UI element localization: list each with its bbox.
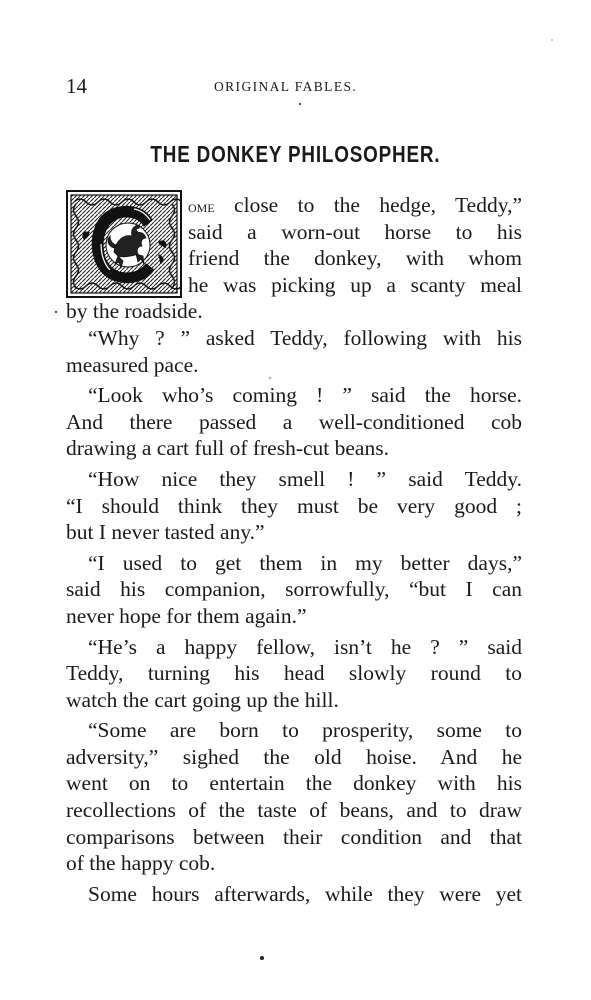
- running-title: ORIGINAL FABLES.: [214, 79, 358, 94]
- text-line: [66, 192, 522, 219]
- text-line: recollections of the taste of beans, and to draw: [66, 798, 522, 823]
- text-line: “How nice they smell ! ” said Teddy.: [88, 466, 522, 491]
- text-line: Some hours afterwards, while they were yet: [88, 881, 522, 906]
- text-line: but I never tasted any.”: [66, 520, 265, 545]
- page-number: 14: [66, 74, 87, 98]
- text-line: went on to entertain the donkey with his: [66, 771, 522, 796]
- drop-cap-continuation: ome: [188, 197, 215, 216]
- text-line: never hope for them again.”: [66, 603, 307, 628]
- text-line: measured pace.: [66, 352, 199, 377]
- text-line: “He’s a happy fellow, isn’t he ? ” said: [88, 634, 522, 659]
- text-line: he was picking up a scanty meal: [188, 272, 522, 297]
- speck: [551, 39, 553, 41]
- text-line: drawing a cart full of fresh-cut beans.: [66, 436, 389, 461]
- speck: [55, 311, 57, 313]
- text-line: adversity,” sighed the old hoise. And he: [66, 744, 522, 769]
- speck: [260, 956, 264, 960]
- text-line-rest: close to the hedge, Teddy,”: [214, 193, 522, 217]
- text-line: comparisons between their condition and that: [66, 824, 522, 849]
- text-line: watch the cart going up the hill.: [66, 687, 339, 712]
- text-line: of the happy cob.: [66, 851, 216, 876]
- text-line: And there passed a well-conditioned cob: [66, 409, 522, 434]
- text-line: “I used to get them in my better days,”: [88, 550, 522, 575]
- text-line: said his companion, sorrowfully, “but I can: [66, 577, 522, 602]
- text-line: “Some are born to prosperity, some to: [88, 718, 522, 743]
- body-text: [66, 192, 522, 907]
- speck: [299, 103, 301, 105]
- text-line: friend the donkey, with whom: [188, 246, 522, 271]
- running-head: [66, 74, 518, 98]
- text-line: Teddy, turning his head slowly round to: [66, 661, 522, 686]
- text-line: “I should think they must be very good ;: [66, 493, 522, 518]
- text-line: by the roadside.: [66, 299, 203, 324]
- text-line: “Why ? ” asked Teddy, following with his: [88, 325, 522, 350]
- text-line: “Look who’s coming ! ” said the horse.: [88, 383, 522, 408]
- text-line: said a worn-out horse to his: [188, 219, 522, 244]
- chapter-title: THE DONKEY PHILOSOPHER.: [150, 141, 441, 167]
